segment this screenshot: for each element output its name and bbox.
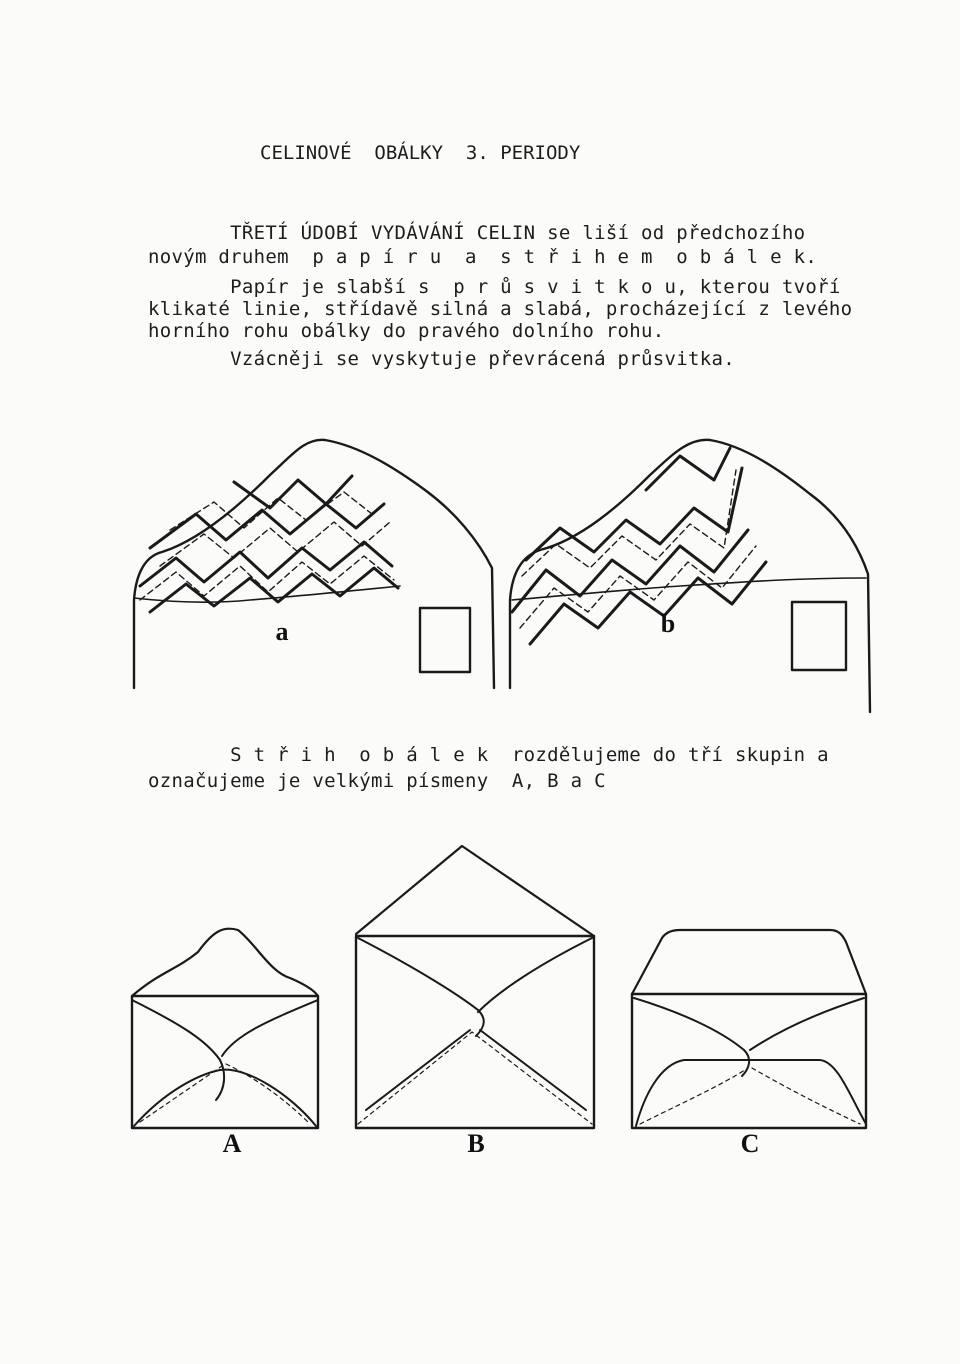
label-cut-A: A xyxy=(222,1129,242,1158)
paragraph-4-line-2: označujeme je velkými písmeny A, B a C xyxy=(148,770,606,792)
paragraph-2-line-3: horního rohu obálky do pravého dolního rohu. xyxy=(148,320,665,342)
label-cut-C: C xyxy=(740,1129,760,1158)
label-cut-B: B xyxy=(467,1129,485,1158)
zigzag-watermark-a xyxy=(140,476,398,612)
page-title: CELINOVÉ OBÁLKY 3. PERIODY xyxy=(260,142,581,164)
paragraph-3-line-1: Vzácněji se vyskytuje převrácená průsvitka. xyxy=(148,348,735,370)
envelope-cut-B xyxy=(356,846,594,1158)
paragraph-1-line-2: novým druhem p a p í r u a s t ř i h e m o b á l e k. xyxy=(148,246,818,268)
envelope-cut-C xyxy=(632,930,866,1158)
envelope-b-illustration xyxy=(510,440,870,712)
label-a: a xyxy=(275,617,289,646)
paragraph-4-line-1: S t ř i h o b á l e k rozdělujeme do tří skupin a xyxy=(148,744,829,766)
envelope-a-illustration xyxy=(134,440,494,688)
paragraph-2-line-2: klikaté linie, střídavě silná a slabá, procházející z levého xyxy=(148,298,853,320)
paragraph-2-line-1: Papír je slabší s p r ů s v i t k o u, kterou tvoří xyxy=(148,276,841,298)
paragraph-1-line-1: TŘETÍ ÚDOBÍ VYDÁVÁNÍ CELIN se liší od předchozího xyxy=(148,222,806,244)
envelope-cut-A xyxy=(132,929,318,1158)
label-b: b xyxy=(660,609,676,638)
